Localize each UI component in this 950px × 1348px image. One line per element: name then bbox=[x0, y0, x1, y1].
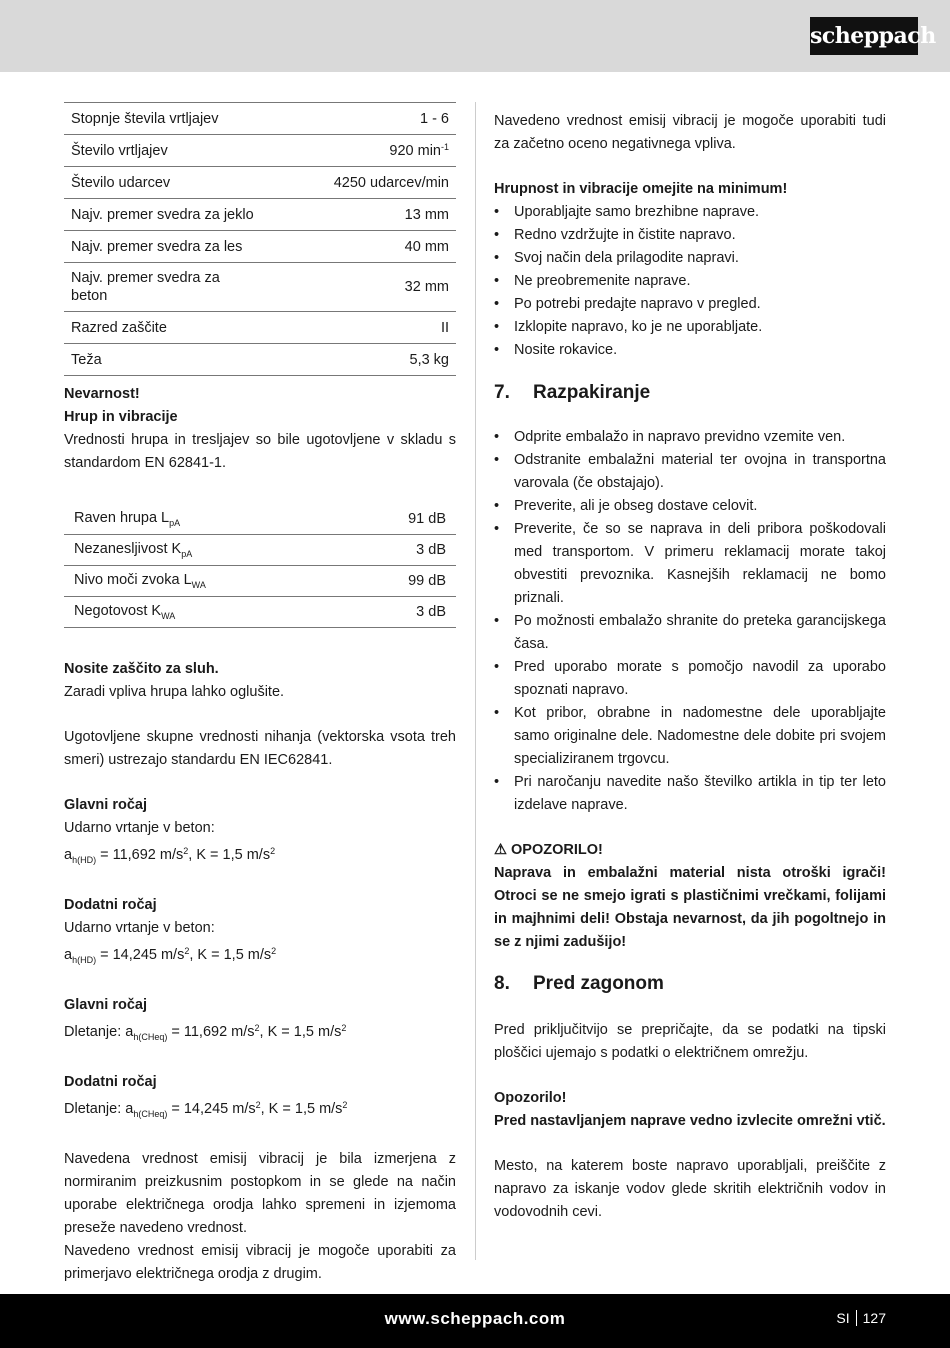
noise-value: 91 dB bbox=[348, 504, 456, 535]
list-item: • Uporabljajte samo brezhibne naprave. bbox=[494, 201, 886, 224]
vibration-value bbox=[64, 940, 456, 972]
minimize-list bbox=[494, 201, 886, 362]
spec-value: 4250 udarcev/min bbox=[263, 167, 456, 199]
hearing-block bbox=[64, 658, 456, 704]
section8-warning-title: Opozorilo! bbox=[494, 1090, 567, 1106]
vibration-number: = 11,692 m/s bbox=[96, 847, 184, 863]
list-item: • Preverite, če so se naprava in deli pribora poškodovali med transportom. V primeru reklamacij morate takoj obvestiti prevoznika. Kasnejših reklamacij ne bomo priznali. bbox=[494, 518, 886, 610]
vibration-k: , K = 1,5 m/s bbox=[259, 1024, 342, 1040]
spec-value: 40 mm bbox=[263, 231, 456, 263]
right-column bbox=[494, 110, 886, 1224]
table-row bbox=[64, 535, 456, 566]
unpacking-list bbox=[494, 426, 886, 817]
spec-value: 1 - 6 bbox=[263, 103, 456, 135]
spec-label: Najv. premer svedra za beton bbox=[64, 263, 263, 312]
vibration-block bbox=[64, 994, 456, 1049]
separator bbox=[856, 1310, 857, 1326]
vibration-intro: Ugotovljene skupne vrednosti nihanja (vektorska vsota treh smeri) ustrezajo standardu EN IEC62841. bbox=[64, 729, 456, 768]
vibration-exp: 2 bbox=[184, 946, 190, 956]
scheppach-logo: scheppach bbox=[810, 17, 918, 55]
section-heading-8 bbox=[494, 971, 886, 997]
table-row bbox=[64, 199, 456, 231]
vibration-exp: 2 bbox=[341, 1023, 347, 1033]
vibration-block bbox=[64, 894, 456, 972]
noise-label-sub: WA bbox=[191, 580, 206, 590]
noise-label-sub: pA bbox=[169, 518, 181, 528]
spec-label: Število udarcev bbox=[64, 167, 263, 199]
spec-value: II bbox=[263, 312, 456, 344]
vibration-note: Navedeno vrednost emisij vibracij je mogoče uporabiti za primerjavo električnega orodja z drugim. bbox=[64, 1243, 456, 1282]
list-item: • Po možnosti embalažo shranite do preteka garancijskega časa. bbox=[494, 610, 886, 656]
vibration-block bbox=[64, 1071, 456, 1126]
list-item: • Kot pribor, obrabne in nadomestne dele uporabljajte samo originalne dele. Nadomestne dele dobite pri svojem specializiranem trgovcu. bbox=[494, 702, 886, 771]
vibration-number: = 14,245 m/s bbox=[96, 947, 185, 963]
header-bar bbox=[0, 0, 950, 72]
vibration-block bbox=[64, 794, 456, 872]
noise-value: 99 dB bbox=[348, 566, 456, 597]
vibration-k: , K = 1,5 m/s bbox=[188, 847, 271, 863]
vibration-sub: h(HD) bbox=[72, 955, 97, 965]
minimize-title: Hrupnost in vibracije omejite na minimum! bbox=[494, 181, 788, 197]
vibration-exp: 2 bbox=[271, 946, 277, 956]
vibration-number: = 11,692 m/s bbox=[167, 1024, 255, 1040]
vibration-prefix: Dletanje: a bbox=[64, 1101, 134, 1117]
section-number: 8. bbox=[494, 973, 510, 994]
vibration-number: = 14,245 m/s bbox=[167, 1101, 256, 1117]
noise-label bbox=[64, 535, 348, 566]
vibration-exp: 2 bbox=[183, 846, 189, 856]
warning-block bbox=[494, 839, 886, 954]
noise-label bbox=[64, 504, 348, 535]
spec-value bbox=[263, 135, 456, 167]
spec-label: Razred zaščite bbox=[64, 312, 263, 344]
vibration-note: Navedena vrednost emisij vibracij je bila izmerjena z normiranim preizkusnim postopkom in se glede na način uporabe električnega orodja lahko spremeni in izjemoma preseže navedeno vrednost. bbox=[64, 1151, 456, 1236]
warning-title: OPOZORILO! bbox=[511, 842, 603, 858]
vibration-sub: h(HD) bbox=[72, 855, 97, 865]
vibration-title: Dodatni ročaj bbox=[64, 897, 157, 913]
vibration-intro-right: Navedeno vrednost emisij vibracij je mogoče uporabiti tudi za začetno oceno negativnega vpliva. bbox=[494, 113, 886, 152]
vibration-title: Glavni ročaj bbox=[64, 797, 148, 813]
minimize-block bbox=[494, 178, 886, 362]
noise-label bbox=[64, 566, 348, 597]
table-row bbox=[64, 103, 456, 135]
vibration-exp: 2 bbox=[342, 1100, 348, 1110]
vibration-value bbox=[64, 840, 456, 872]
noise-label-text: Nezanesljivost K bbox=[74, 541, 182, 557]
table-row bbox=[64, 504, 456, 535]
vibration-sub: h(CHeq) bbox=[133, 1109, 168, 1119]
spec-label: Najv. premer svedra za jeklo bbox=[64, 199, 263, 231]
table-row bbox=[64, 597, 456, 628]
danger-block bbox=[64, 383, 456, 475]
hearing-text: Zaradi vpliva hrupa lahko oglušite. bbox=[64, 684, 285, 700]
noise-label-text: Negotovost K bbox=[74, 603, 162, 619]
list-item: • Ne preobremenite naprave. bbox=[494, 270, 886, 293]
vibration-symbol: a bbox=[64, 847, 73, 863]
vibration-k: , K = 1,5 m/s bbox=[260, 1101, 343, 1117]
table-row bbox=[64, 231, 456, 263]
footer-bar bbox=[0, 1294, 950, 1348]
spec-value: 32 mm bbox=[263, 263, 456, 312]
section8-warning-text: Pred nastavljanjem naprave vedno izvlecite omrežni vtič. bbox=[494, 1113, 886, 1129]
hearing-title: Nosite zaščito za sluh. bbox=[64, 661, 219, 677]
vibration-value bbox=[64, 1017, 456, 1049]
noise-value: 3 dB bbox=[348, 535, 456, 566]
spec-label: Stopnje števila vrtljajev bbox=[64, 103, 263, 135]
page-indicator bbox=[836, 1310, 886, 1326]
section-title: Pred zagonom bbox=[533, 973, 664, 994]
list-item: • Svoj način dela prilagodite napravi. bbox=[494, 247, 886, 270]
noise-value: 3 dB bbox=[348, 597, 456, 628]
spec-table bbox=[64, 102, 456, 376]
page-number: 127 bbox=[862, 1310, 886, 1326]
list-item: • Po potrebi predajte napravo v pregled. bbox=[494, 293, 886, 316]
table-row bbox=[64, 263, 456, 312]
table-row bbox=[64, 135, 456, 167]
table-row bbox=[64, 312, 456, 344]
footer-url: www.scheppach.com bbox=[384, 1309, 566, 1328]
list-item: • Odstranite embalažni material ter ovojna in transportna varovala (če obstajajo). bbox=[494, 449, 886, 495]
table-row bbox=[64, 344, 456, 376]
vibration-value bbox=[64, 1094, 456, 1126]
section-heading-7 bbox=[494, 380, 886, 406]
spec-label: Najv. premer svedra za les bbox=[64, 231, 263, 263]
list-item: • Redno vzdržujte in čistite napravo. bbox=[494, 224, 886, 247]
vibration-sub: h(CHeq) bbox=[133, 1032, 168, 1042]
list-item: • Izklopite napravo, ko je ne uporabljate. bbox=[494, 316, 886, 339]
warning-text: Naprava in embalažni material nista otroški igrači! Otroci se ne smejo igrati s plastičnimi vrečkami, folijami in majhnimi deli! Obstaja nevarnost, da jih pogoltnejo in se z njimi zadušijo! bbox=[494, 865, 886, 950]
table-row bbox=[64, 167, 456, 199]
list-item: • Pri naročanju navedite našo številko artikla in tip ter leto izdelave naprave. bbox=[494, 771, 886, 817]
noise-label-sub: pA bbox=[181, 549, 193, 559]
vibration-exp: 2 bbox=[255, 1100, 261, 1110]
vibration-symbol: a bbox=[64, 947, 73, 963]
section8-text: Pred priključitvijo se prepričajte, da se podatki na tipski ploščici ujemajo s podatki o električnem omrežju. bbox=[494, 1022, 886, 1061]
table-row bbox=[64, 566, 456, 597]
language-code: SI bbox=[836, 1310, 850, 1326]
danger-text: Vrednosti hrupa in tresljajev so bile ugotovljene v skladu s standardom EN 62841-1. bbox=[64, 432, 456, 471]
list-item: • Preverite, ali je obseg dostave celovit. bbox=[494, 495, 886, 518]
left-column bbox=[64, 102, 456, 1286]
noise-label-sub: WA bbox=[161, 611, 176, 621]
list-item: • Odprite embalažo in napravo previdno vzemite ven. bbox=[494, 426, 886, 449]
warning-triangle-icon: ⚠ bbox=[494, 842, 507, 858]
vibration-prefix: Dletanje: a bbox=[64, 1024, 134, 1040]
noise-table bbox=[64, 504, 456, 628]
list-item: • Pred uporabo morate s pomočjo navodil za uporabo spoznati napravo. bbox=[494, 656, 886, 702]
section-title: Razpakiranje bbox=[533, 382, 651, 403]
noise-label-text: Nivo moči zvoka L bbox=[74, 572, 192, 588]
vibration-exp: 2 bbox=[270, 846, 276, 856]
column-divider bbox=[475, 102, 476, 1260]
vibration-mode: Udarno vrtanje v beton: bbox=[64, 820, 215, 836]
spec-label: Število vrtljajev bbox=[64, 135, 263, 167]
danger-subtitle: Hrup in vibracije bbox=[64, 409, 178, 425]
section8-text: Mesto, na katerem boste napravo uporabljali, preiščite z napravo za iskanje vodov glede skritih električnih vodov in vodovodnih cevi. bbox=[494, 1158, 886, 1220]
list-item: • Nosite rokavice. bbox=[494, 339, 886, 362]
section-number: 7. bbox=[494, 382, 510, 403]
danger-title: Nevarnost! bbox=[64, 386, 140, 402]
vibration-k: , K = 1,5 m/s bbox=[189, 947, 272, 963]
vibration-title: Dodatni ročaj bbox=[64, 1074, 157, 1090]
noise-label-text: Raven hrupa L bbox=[74, 510, 170, 526]
vibration-title: Glavni ročaj bbox=[64, 997, 148, 1013]
spec-value-exponent: -1 bbox=[440, 142, 449, 152]
vibration-mode: Udarno vrtanje v beton: bbox=[64, 920, 215, 936]
spec-value: 13 mm bbox=[263, 199, 456, 231]
noise-label bbox=[64, 597, 348, 628]
vibration-exp: 2 bbox=[254, 1023, 260, 1033]
spec-label: Teža bbox=[64, 344, 263, 376]
spec-value-text: 920 min bbox=[389, 143, 441, 159]
warning-heading bbox=[494, 839, 886, 862]
spec-value: 5,3 kg bbox=[263, 344, 456, 376]
